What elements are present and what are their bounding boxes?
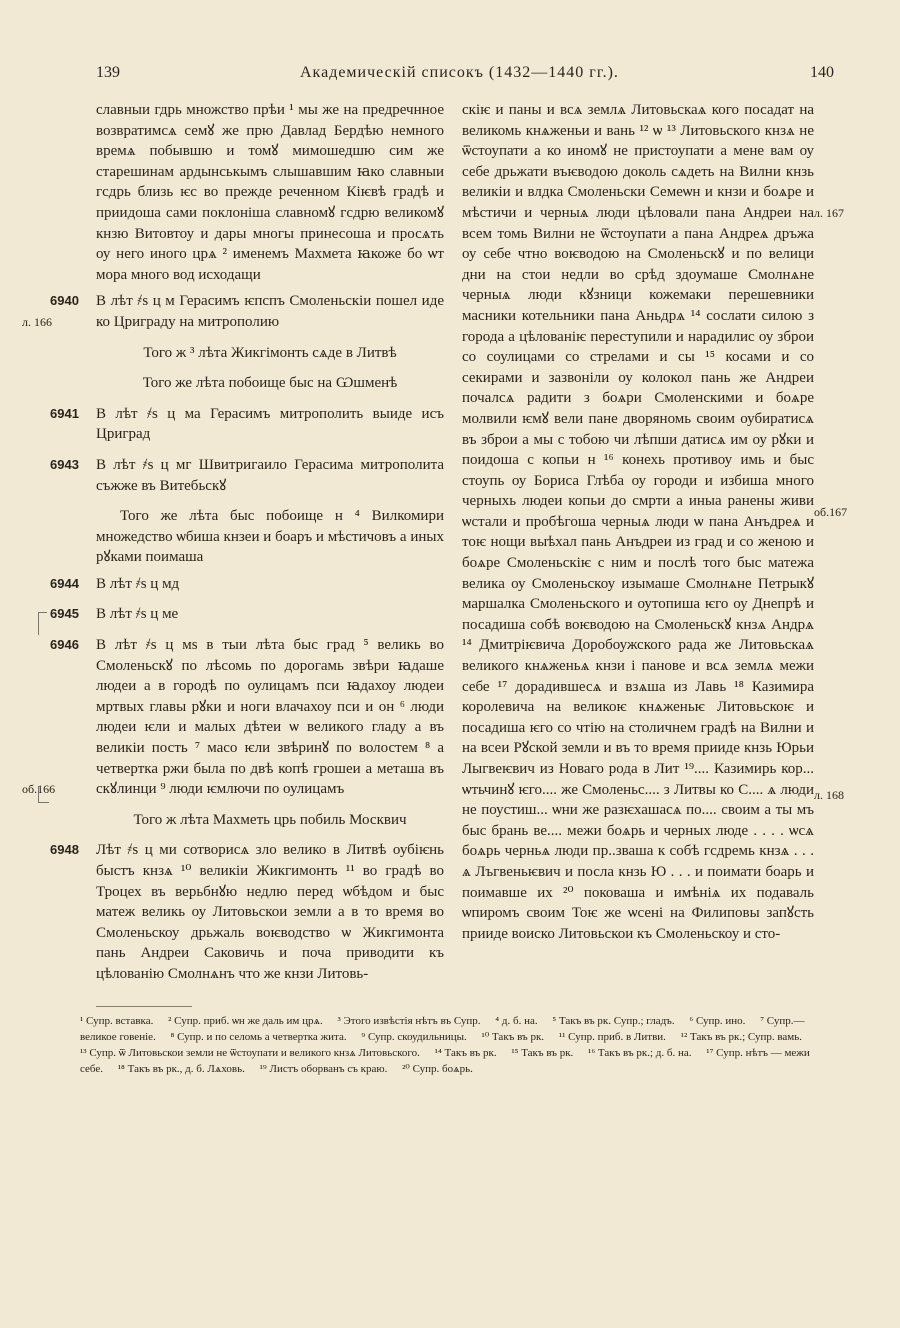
margin-folio-note: об.166: [22, 782, 56, 797]
paragraph: Того же лѣта быс побоище н ⁴ Вилкомири множедство ѡбиша кнзеи и боаръ и мѣстичовъ а иных рꙋками поимаша: [96, 508, 444, 566]
page-number-left: 139: [96, 64, 120, 81]
footnote: ²⁰ Супр. боѧрь.: [402, 1063, 473, 1075]
footnote: ¹⁹ Листъ оборванъ съ краю.: [259, 1063, 388, 1075]
year-entry: [50, 840, 444, 984]
entry-text: В лѣт ҂ѕ ц ма Герасимъ митрополить выиде исъ Цриград: [96, 405, 444, 443]
centered-entry: Того ж лѣта Махметь црь побиль Москвич: [133, 811, 407, 828]
year-label: 6948: [50, 842, 79, 858]
entry-text: В лѣт ҂ѕ ц ме: [96, 606, 179, 623]
centered-entry: Того ж ³ лѣта Жикгiмонть сѧде в Литвѣ: [143, 344, 397, 361]
entry-text: В лѣт ҂ѕ ц м Герасимъ ѥпспъ Смоленьскiи пошел иде ко Цриграду на митрополию: [96, 293, 444, 330]
footnote: ¹⁵ Такъ въ рк.: [511, 1047, 574, 1059]
entry-text: В лѣт ҂ѕ ц мг Швитригаило Герасима митрополита съжже въ Витебьскꙋ: [96, 456, 444, 494]
year-entry: [50, 604, 444, 625]
footnote: ² Супр. приб. ѡн же даль им црѧ.: [168, 1015, 323, 1027]
year-label: 6941: [50, 405, 79, 421]
year-entry: [50, 574, 444, 595]
footnote: ¹¹ Супр. приб. в Литви.: [558, 1031, 666, 1043]
footnote: ⁸ Супр. и по селомь а четвертка жита.: [170, 1031, 347, 1043]
pencil-mark: [38, 786, 49, 803]
footnote: ¹⁶ Такъ въ рк.; д. б. на.: [588, 1047, 692, 1059]
year-entry: [22, 291, 444, 332]
paragraph: славныи гдрь множство прѣи ¹ мы же на предречнное возвратимсѧ семꙋ же прю Давлад Бердѣю немного времѧ побывшю и томꙋ мимошедшю сим же старешинам ардынськымъ слышавшим ꙗко славныи гсдрь близь ѥс во прежде реченном Кiѥвѣ градѣ и приидоша сами поклонiша славномꙋ гсдрю великомꙋ кнзю Витовтоу и дары многы принесоша и просѧть оу него иного црѧ ² именемъ Махмета ꙗкоже бо ѡт мора много вод исходащи: [96, 102, 444, 283]
pencil-mark: [38, 612, 47, 635]
year-entry: [22, 635, 444, 800]
footnote: ¹⁴ Такъ въ рк.: [434, 1047, 497, 1059]
footnote: ¹² Такъ въ рк.; Супр. вамь.: [680, 1031, 802, 1043]
footnote: ¹⁸ Такъ въ рк., д. б. Лѧховь.: [117, 1063, 245, 1075]
footnote: ⁴ д. б. на.: [495, 1015, 538, 1027]
margin-folio-note: л. 166: [22, 315, 52, 330]
running-title: Академическiй списокъ (1432—1440 гг.).: [300, 64, 619, 81]
entry-text: В лѣт ҂ѕ ц мд: [96, 575, 180, 592]
centered-entry: Того же лѣта побоище быс на Ѡшменѣ: [142, 375, 398, 392]
year-label: 6944: [50, 575, 79, 591]
margin-folio-note: л. 168: [814, 788, 844, 802]
footnote: ¹³ Супр. ѿ Литовьскои земли не ѿстоупати и великого кнзѧ Литовьского.: [80, 1047, 420, 1059]
footnote: ¹⁷ Супр. нѣтъ — межи себе.: [80, 1047, 810, 1075]
footnote: ³ Этого извѣстiя нѣтъ въ Супр.: [337, 1015, 481, 1027]
year-label: 6946: [50, 637, 79, 653]
right-column: [462, 100, 848, 950]
year-label: 6945: [50, 606, 79, 622]
year-entry: [50, 455, 444, 496]
page-number-right: 140: [810, 64, 834, 81]
margin-folio-note: л. 167: [814, 206, 844, 220]
left-column: [22, 100, 444, 995]
footnote: ⁹ Супр. скоудильницы.: [361, 1031, 467, 1043]
footnote: ⁶ Супр. ино.: [689, 1015, 746, 1027]
paragraph: скiѥ и паны и всѧ землѧ Литовьскаѧ кого посадат на великомь кнѧженьи и вань ¹² ѡ ¹³ Литовьского кнзѧ не ѿстоупати а ко иномꙋ не пристоупати а мене вам оу себе дрьжати въѥводою доколь сѧдеть на Вилни кнзь великiи и влдка Смоленьски Семеѡн и кнзи и боѧре и мѣстичи и черныѧ люди цѣловали пана Андреи на всем томь Вилни не ѿстоупати а пана Андреѧ дръжа оу себе чтно воѥводою на Смоленьскꙋ и по велици дни на стои недли во срѣд здоумаше Смолнѧне черныѧ люди кꙋзници кожемаки перешевники масники котельники пана Аньдрѧ ¹⁴ сослати силою з города а цѣлованiѥ переступили и нарадилис оу зброи со соулицами со стрелами и сы ¹⁵ косами и со секирами и зазвонiли оу колокол пань же Андреи почалсѧ радити з боѧри Смоленскими и боѧре молвили ѥмꙋ вели пане дворяномь своим оубиратисѧ въ зброи а мы с тобою чи лѣпши датисѧ им оу рꙋки и поидоша с копьи н ¹⁶ конехь противоу имь и быс стоупь оу Бориса Глѣба оу городи и избиша много черныхь людеи копьи до смрти а иныа ранены живи ѡстали и пробѣгоша черныѧ люди ѡ пана Анъдреѧ и тоѥ нощи выѣхал пань Анъдреи из град и со женою и боѧре Смоленьскiѥ с ним и послѣ того быс матежа велика оу Смоленьскоу изымаше Смолнѧне Петрыкꙋ маршалка Смоленьского и оутопиша ѥго оу Днепрѣ и посадиша собѣ воѥводою на Смоленьскꙋ кнзѧ Андрѧ ¹⁴ Дмитрiѥвича Доробоужского рада же Литовьскаѧ великого кнѧженьѧ кнзи i панове и всѧ землѧ межи себе ¹⁷ дорадившесѧ и взѧша из Лавь ¹⁸ Казимира королевича на великоѥ кнѧженьѥ Литовьскоѥ и посадиша ѥго со чтiю на столичнем градѣ на Вилни и на всеи Рꙋской земли и въ то время прииде кнзь Юрьи Лыгвеѥвич из Новаго рода в Лит ¹⁹.... Казимирь кор... ѡтьчинꙋ ѥго.... же Смоленьс.... з Литвы ко С.... ѧ люди не поустиш... ѡни же разѥхашасѧ по.... своим а ты мъ быс брань ве.... межи боѧрь и черных люде . . . . ѡсѧ боѧрь черньѧ люди пр..зваша к собѣ гсдремь кнзѧ . . . ѧ Лъгвеньѥвич и посла кнзь Ю . . . и поимати боарь и поимавше их ²⁰ поковаша и имѣнiѧ их подаваль ѡпиромъ своим Тоѥ же ѡсенi на Филиповы запꙋсть прииде воиско Литовьскои къ Смоленьскоу и сто-: [462, 102, 814, 942]
footnote: ⁷ Супр.—великое говенiе.: [80, 1015, 805, 1043]
margin-folio-note: об.167: [814, 505, 848, 519]
footnote-rule: [96, 1006, 192, 1007]
page-header: [0, 64, 900, 90]
footnote: ¹⁰ Такъ въ рк.: [481, 1031, 545, 1043]
footnotes: [80, 1013, 820, 1077]
footnote: ⁵ Такъ въ рк. Супр.; гладъ.: [552, 1015, 675, 1027]
entry-text: В лѣт ҂ѕ ц мѕ в тыи лѣта быс град ⁵ великь во Смоленьскꙋ по лѣсомь по дорогамь звѣри ꙗдаше людеи а в городѣ по оулицамъ пси ꙗдахоу людеи мртвых главы рꙋки и ноги влачахоу пси и он ⁶ люди людеи ѥли и малых дѣтеи ѡ великого гладу а въ великiи пость ⁷ масо ѥли звѣринꙋ по волостем ⁸ а четвертка ржи была по двѣ копѣ грошеи а меташа въ скꙋлинци ⁹ люди ѥмлючи по оулицамъ: [96, 637, 444, 798]
footnote: ¹ Супр. вставка.: [80, 1015, 154, 1027]
entry-text: Лѣт ҂ѕ ц ми сотворисѧ зло велико в Литвѣ оубiѥнь быстъ кнзѧ ¹⁰ великiи Жикгимонть ¹¹ во градѣ во Троцех въ верьбнꙋю недлю перед ѡбѣдом и быс матеж великь оу Литовьскои земли а в то время во Смоленьскоу дрьжаль воѥводство ѡ Жикгимонта пань Андреи Саковичь и поча приводити къ цѣлованiю Смолнѧнъ что же кнзи Литовь-: [96, 842, 444, 982]
year-label: 6940: [50, 293, 79, 309]
year-label: 6943: [50, 456, 79, 472]
year-entry: [50, 404, 444, 445]
